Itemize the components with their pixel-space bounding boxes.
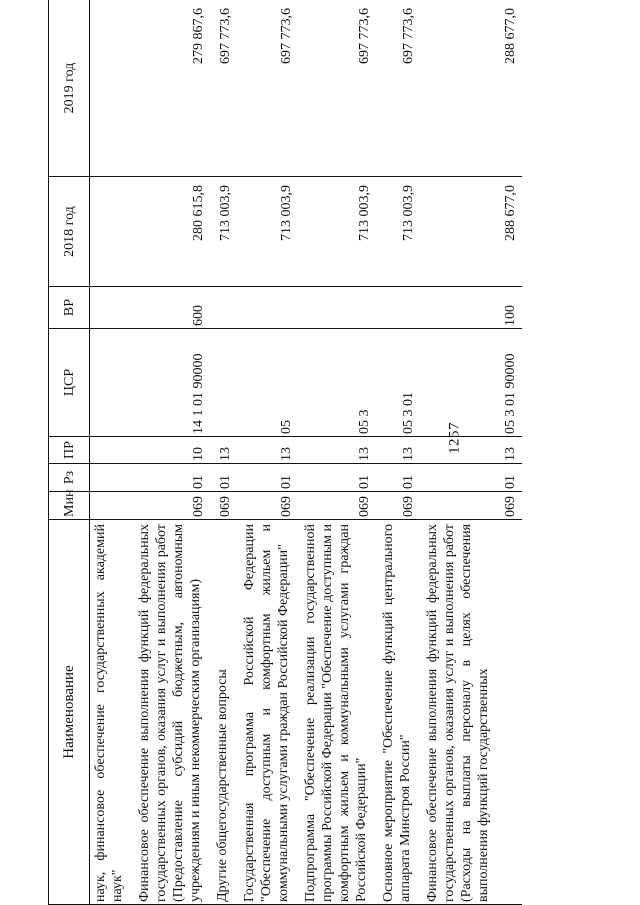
row-vr: 600 [132,287,210,329]
table-body [90,0,523,905]
row-name: Государственная программа Российской Федерации "Обеспечение доступным и комфортным жильем и коммунальными услугами граждан Российской Федерации" [237,520,298,905]
header-min: Мин [49,492,90,520]
row-rz: 01 [420,464,522,492]
header-pr: ПР [49,437,90,464]
header-year-2019: 2019 год [49,0,90,177]
page-number: 1257 [446,422,463,454]
row-min: 069 [376,492,420,520]
row-year-2019: 279 867,6 [132,0,210,177]
row-min: 069 [298,492,376,520]
row-name: Подпрограмма "Обеспечение реализации государственной программы Российской Федерации "Обеспечение доступным и комфортным жильем и коммунальными услугами граждан Российской Федерации" [298,520,376,905]
header-rz: Рз [49,464,90,492]
row-year-2018 [90,177,133,287]
row-vr [298,287,376,329]
row-name: Финансовое обеспечение выполнения функций федеральных государственных органов, оказания услуг и выполнения работ (Предоставление субсидий бюджетным, автономным учреждениям и иным некоммерческим организациям) [132,520,210,905]
table-row [420,0,522,905]
row-min: 069 [210,492,237,520]
table-row [132,0,210,905]
row-year-2018: 288 677,0 [420,177,522,287]
row-year-2018: 713 003,9 [376,177,420,287]
table-row [298,0,376,905]
row-year-2018: 713 003,9 [210,177,237,287]
row-year-2019: 288 677,0 [420,0,522,177]
row-year-2018: 713 003,9 [298,177,376,287]
row-min: 069 [132,492,210,520]
row-year-2019: 697 773,6 [237,0,298,177]
header-csr: ЦСР [49,329,90,437]
row-year-2019: 697 773,6 [376,0,420,177]
row-min [90,492,133,520]
row-pr [90,437,133,464]
table-row [210,0,237,905]
header-name: Наименование [49,520,90,905]
row-pr: 13 [420,437,522,464]
row-vr [210,287,237,329]
header-year-2018: 2018 год [49,177,90,287]
row-rz: 01 [210,464,237,492]
row-pr: 13 [210,437,237,464]
row-pr: 13 [376,437,420,464]
row-year-2018: 713 003,9 [237,177,298,287]
row-vr: 100 [420,287,522,329]
row-year-2019: 697 773,6 [298,0,376,177]
row-vr [376,287,420,329]
row-pr: 13 [237,437,298,464]
budget-table-sheet [48,0,598,905]
row-name: Основное мероприятие "Обеспечение функций центрального аппарата Минстроя России" [376,520,420,905]
table-row [237,0,298,905]
row-name: Другие общегосударственные вопросы [210,520,237,905]
table-row [376,0,420,905]
row-csr: 05 [237,329,298,437]
row-vr [237,287,298,329]
row-rz [90,464,133,492]
budget-table [48,0,522,905]
row-name: наук, финансовое обеспечение государственных академий наук" [90,520,133,905]
row-rz: 01 [298,464,376,492]
row-min: 069 [420,492,522,520]
row-rz: 01 [376,464,420,492]
row-name: Финансовое обеспечение выполнения функций федеральных государственных органов, оказания услуг и выполнения работ (Расходы на выплаты персоналу в целях обеспечения выполнения функций государственных [420,520,522,905]
row-csr: 05 3 [298,329,376,437]
row-rz: 01 [132,464,210,492]
row-vr [90,287,133,329]
row-csr [90,329,133,437]
row-csr: 05 3 01 [376,329,420,437]
row-rz: 01 [237,464,298,492]
row-year-2019 [90,0,133,177]
row-min: 069 [237,492,298,520]
table-row [90,0,133,905]
row-pr: 13 [298,437,376,464]
table-header [49,0,90,905]
row-year-2018: 280 615,8 [132,177,210,287]
header-vr: ВР [49,287,90,329]
row-csr [210,329,237,437]
row-pr: 10 [132,437,210,464]
row-csr: 14 1 01 90000 [132,329,210,437]
row-year-2019: 697 773,6 [210,0,237,177]
row-csr: 05 3 01 90000 [420,329,522,437]
